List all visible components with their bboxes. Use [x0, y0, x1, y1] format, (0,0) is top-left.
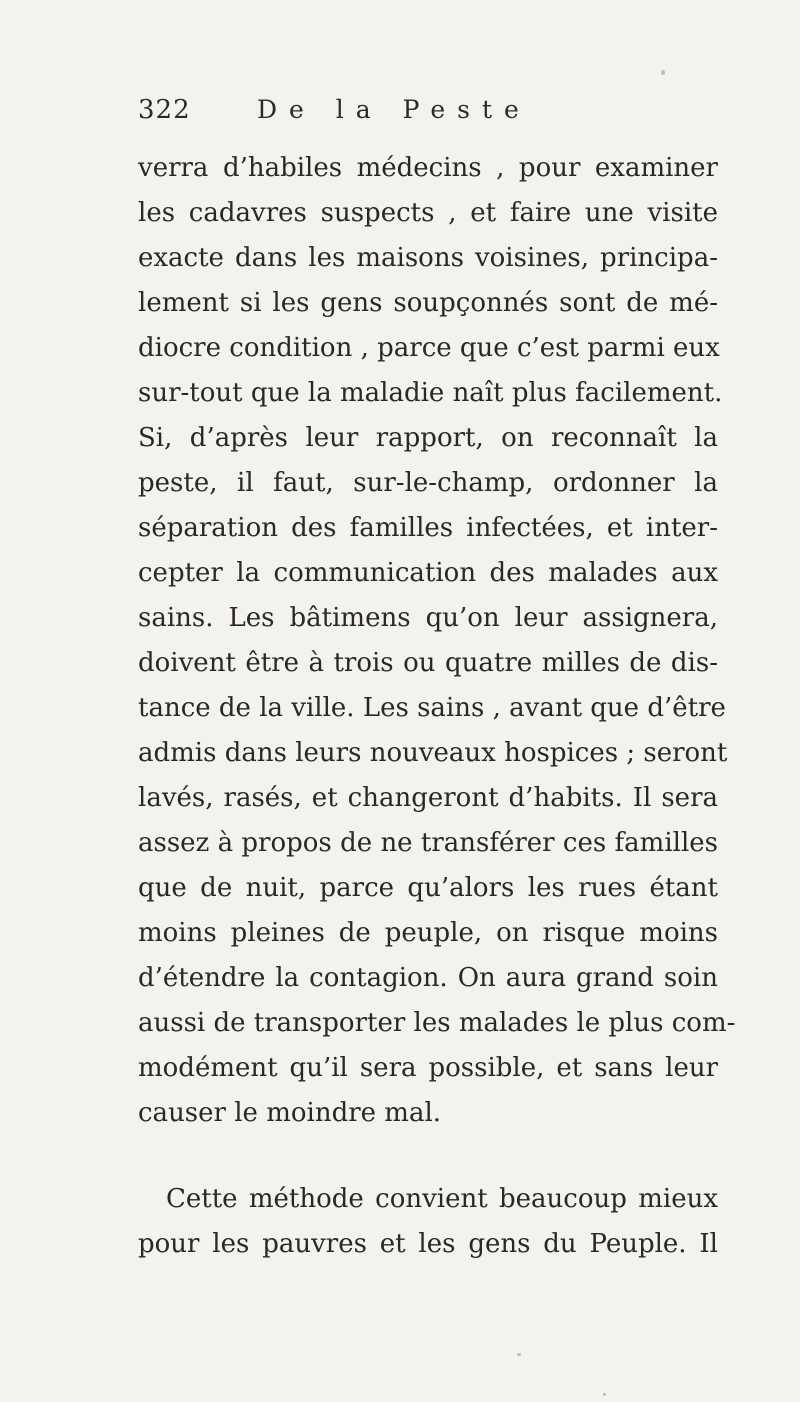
text-line: verra d’habiles médecins , pour examiner [138, 153, 718, 183]
text-line: lavés, rasés, et changeront d’habits. Il sera [138, 783, 718, 813]
paper-speck [661, 70, 665, 75]
text-line: causer le moindre mal. [138, 1098, 442, 1128]
text-line: les cadavres suspects , et faire une visite [138, 198, 718, 228]
text-line: séparation des familles infectées, et inter- [138, 513, 718, 543]
text-line: que de nuit, parce qu’alors les rues étant [138, 873, 718, 903]
text-line: modément qu’il sera possible, et sans leur [138, 1053, 718, 1083]
text-line: doivent être à trois ou quatre milles de dis- [138, 648, 718, 678]
paragraph-gap [138, 1136, 718, 1177]
body-text [138, 146, 736, 1267]
text-line: d’étendre la contagion. On aura grand soin [138, 963, 718, 993]
page-number: 322 [138, 95, 191, 125]
text-line: Si, d’après leur rapport, on reconnaît la [138, 423, 718, 453]
text-line: lement si les gens soupçonnés sont de mé- [138, 288, 718, 318]
text-line: sains. Les bâtimens qu’on leur assignera, [138, 603, 718, 633]
text-line: assez à propos de ne transférer ces familles [138, 828, 718, 858]
text-line: sur-tout que la maladie naît plus facilement. [138, 378, 723, 408]
text-line: peste, il faut, sur-le-champ, ordonner la [138, 468, 718, 498]
text-line: exacte dans les maisons voisines, principa- [138, 243, 718, 273]
running-title: De la Peste [257, 95, 531, 124]
text-line: moins pleines de peuple, on risque moins [138, 918, 718, 948]
text-line: Cette méthode convient beaucoup mieux [166, 1184, 718, 1214]
running-head [138, 95, 698, 135]
paper-speck [603, 1393, 606, 1396]
text-line: admis dans leurs nouveaux hospices ; seront [138, 738, 728, 768]
text-line: tance de la ville. Les sains , avant que d’être [138, 693, 726, 723]
text-line: pour les pauvres et les gens du Peuple. Il [138, 1229, 718, 1259]
paper-speck [517, 1353, 521, 1356]
text-line: cepter la communication des malades aux [138, 558, 718, 588]
text-line: diocre condition , parce que c’est parmi eux [138, 333, 720, 363]
text-line: aussi de transporter les malades le plus com- [138, 1008, 736, 1038]
